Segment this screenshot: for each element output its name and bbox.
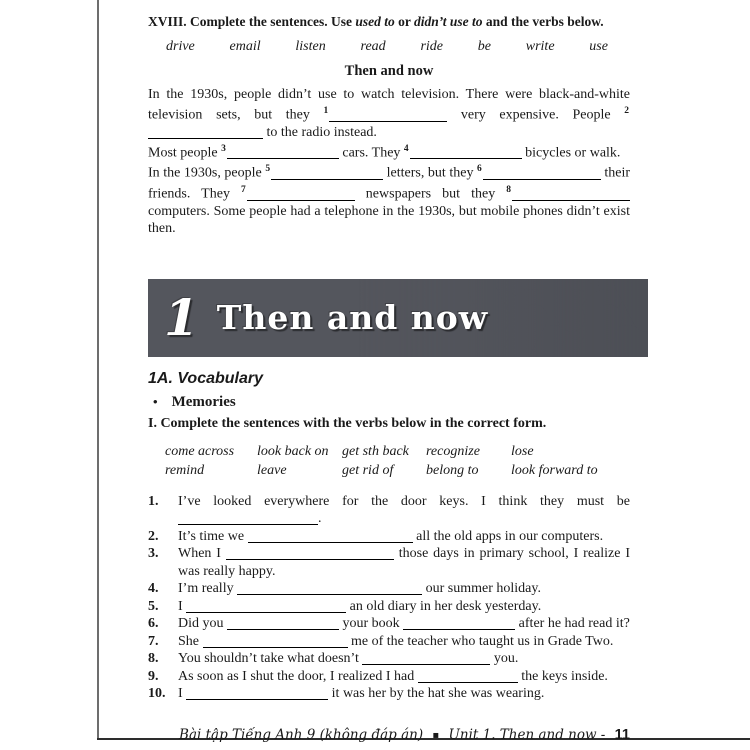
text-segment: an old diary in her desk yesterday. xyxy=(346,598,542,614)
text-segment: your book xyxy=(339,616,404,632)
list-item xyxy=(148,633,630,651)
answer-blank[interactable] xyxy=(203,635,348,648)
text-segment: It’s time we xyxy=(178,528,248,544)
item-text xyxy=(178,651,518,666)
verb-option: recognize xyxy=(426,443,480,459)
answer-blank[interactable] xyxy=(483,167,601,180)
unit-number: 1 xyxy=(164,287,199,347)
verb: be xyxy=(477,39,491,54)
topic-line xyxy=(148,394,630,411)
section-heading: 1A. Vocabulary xyxy=(148,369,264,387)
verb-option: come across xyxy=(165,443,235,459)
text-segment: I’ve looked everywhere for the door keys. I think they must be xyxy=(178,493,630,509)
answer-blank[interactable] xyxy=(186,600,346,613)
answer-blank[interactable] xyxy=(186,687,328,700)
item-number: 5. xyxy=(148,598,159,614)
answer-blank[interactable] xyxy=(512,188,630,201)
text-segment: didn’t use to xyxy=(414,14,483,29)
answer-blank[interactable] xyxy=(418,670,518,683)
verb: read xyxy=(360,39,386,54)
text-segment: me of the teacher who taught us in Grade Two. xyxy=(347,633,614,649)
item-number: 3. xyxy=(148,546,159,562)
item-text xyxy=(178,529,603,544)
text-segment: In the 1930s, people didn’t use to watch television. There were black-and-white television sets, but they xyxy=(148,87,630,123)
list-item xyxy=(148,545,630,580)
text-segment: it was her by the hat she was wearing. xyxy=(328,686,545,702)
verb: listen xyxy=(295,39,326,54)
verb-option: look forward to xyxy=(511,463,598,479)
answer-blank[interactable] xyxy=(237,582,422,595)
blank-number: 4 xyxy=(403,143,409,154)
text-segment: cars. They xyxy=(338,145,404,161)
list-item xyxy=(148,493,630,528)
page-content xyxy=(148,14,630,743)
passage-title: Then and now xyxy=(344,63,434,79)
item-text xyxy=(178,616,630,631)
item-text xyxy=(178,669,608,684)
verb-option: lose xyxy=(511,443,534,459)
text-segment: you. xyxy=(490,651,519,667)
list-item xyxy=(148,650,630,668)
topic-label: Memories xyxy=(171,393,236,410)
passage-paragraph xyxy=(148,86,630,141)
text-segment: As soon as I shut the door, I realized I had xyxy=(178,668,418,684)
item-text xyxy=(178,581,541,596)
answer-blank[interactable] xyxy=(271,167,383,180)
text-segment: . xyxy=(318,511,322,527)
exercise1-list xyxy=(148,493,630,703)
list-item xyxy=(148,598,630,616)
text-segment: newspapers but they xyxy=(354,186,507,202)
text-segment: I xyxy=(178,686,187,702)
blank-number: 2 xyxy=(624,106,629,116)
exercise18-heading xyxy=(148,14,630,30)
blank-number: 1 xyxy=(323,106,329,116)
verb: ride xyxy=(420,39,443,54)
list-item xyxy=(148,615,630,633)
verb: write xyxy=(525,39,555,54)
text-segment: letters, but they xyxy=(383,165,478,181)
text-segment: those days in primary school, I realize I was really happy. xyxy=(178,546,631,579)
blank-number: 6 xyxy=(477,164,482,175)
verb: use xyxy=(589,39,608,54)
answer-blank[interactable] xyxy=(403,617,515,630)
blank-number: 3 xyxy=(221,143,226,154)
answer-blank[interactable] xyxy=(362,652,490,665)
item-number: 6. xyxy=(148,616,159,632)
item-number: 2. xyxy=(148,528,159,544)
exercise1-heading: I. Complete the sentences with the verbs below in the correct form. xyxy=(148,415,547,431)
list-item xyxy=(148,528,630,546)
item-text xyxy=(178,546,630,579)
verb-option: get sth back xyxy=(342,443,409,459)
text-segment: I xyxy=(178,598,187,614)
verb-box xyxy=(148,442,630,481)
verb: email xyxy=(229,39,261,54)
unit-banner-text xyxy=(164,279,488,357)
item-text xyxy=(178,494,630,527)
list-item xyxy=(148,668,630,686)
text-segment: When I xyxy=(178,546,226,562)
answer-blank[interactable] xyxy=(227,617,339,630)
item-number: 7. xyxy=(148,633,159,649)
text-segment: to the radio instead. xyxy=(263,124,377,140)
blank-number: 7 xyxy=(241,184,246,195)
unit-banner xyxy=(148,279,648,357)
answer-blank[interactable] xyxy=(329,109,447,122)
blank-number: 8 xyxy=(506,184,512,195)
verb-option: leave xyxy=(257,463,287,479)
verb-option: remind xyxy=(165,463,205,479)
list-item xyxy=(148,580,630,598)
verb-option: belong to xyxy=(426,463,479,479)
text-segment: XVIII. Complete the sentences. Use xyxy=(148,14,356,29)
text-segment: Most people xyxy=(148,145,222,161)
verb-option: look back on xyxy=(257,443,329,459)
text-segment: You shouldn’t take what doesn’t xyxy=(178,651,363,667)
answer-blank[interactable] xyxy=(226,547,394,560)
page-left-edge xyxy=(97,0,99,740)
text-segment: I’m really xyxy=(178,581,238,597)
text-segment: all the old apps in our computers. xyxy=(412,528,604,544)
square-bullet-icon: ▪ xyxy=(432,729,440,741)
answer-blank[interactable] xyxy=(410,146,522,159)
answer-blank[interactable] xyxy=(148,126,263,139)
item-number: 1. xyxy=(148,493,159,509)
page-footer xyxy=(148,727,630,743)
text-segment: Did you xyxy=(178,616,227,632)
item-text xyxy=(178,634,613,649)
item-text xyxy=(178,599,541,614)
text-segment: their friends. They xyxy=(148,165,631,202)
text-segment: computers. Some people had a telephone in the 1930s, but mobile phones didn’t exist then. xyxy=(148,203,630,236)
bullet-icon: • xyxy=(153,393,158,409)
text-segment: after he had read it? xyxy=(515,616,630,632)
answer-blank[interactable] xyxy=(178,512,318,525)
unit-title: Then and now xyxy=(216,298,489,338)
book-title: Bài tập Tiếng Anh 9 (không đáp án) xyxy=(179,726,424,743)
item-number: 4. xyxy=(148,581,159,597)
blank-number: 5 xyxy=(265,164,271,175)
page-number: 11 xyxy=(614,726,630,743)
text-segment: our summer holiday. xyxy=(422,581,541,597)
item-number: 9. xyxy=(148,668,159,684)
item-text xyxy=(178,686,544,701)
text-segment: In the 1930s, people xyxy=(148,165,266,181)
text-segment: used to xyxy=(355,14,395,29)
verb: drive xyxy=(166,39,195,54)
item-number: 8. xyxy=(148,651,159,667)
text-segment: and the verbs below. xyxy=(482,14,604,29)
answer-blank[interactable] xyxy=(248,530,413,543)
exercise18-verb-list xyxy=(166,39,608,55)
passage-paragraph xyxy=(148,161,630,236)
verb-option: get rid of xyxy=(342,463,394,479)
list-item xyxy=(148,685,630,703)
item-number: 10. xyxy=(148,686,166,702)
text-segment: very expensive. People xyxy=(447,107,625,123)
text-segment: the keys inside. xyxy=(517,668,608,684)
passage-paragraph xyxy=(148,141,630,162)
text-segment: She xyxy=(178,633,203,649)
unit-reference: Unit 1. Then and now - xyxy=(448,726,606,743)
answer-blank[interactable] xyxy=(227,146,339,159)
answer-blank[interactable] xyxy=(247,188,355,201)
text-segment: bicycles or walk. xyxy=(521,145,621,161)
text-segment: or xyxy=(394,14,414,29)
